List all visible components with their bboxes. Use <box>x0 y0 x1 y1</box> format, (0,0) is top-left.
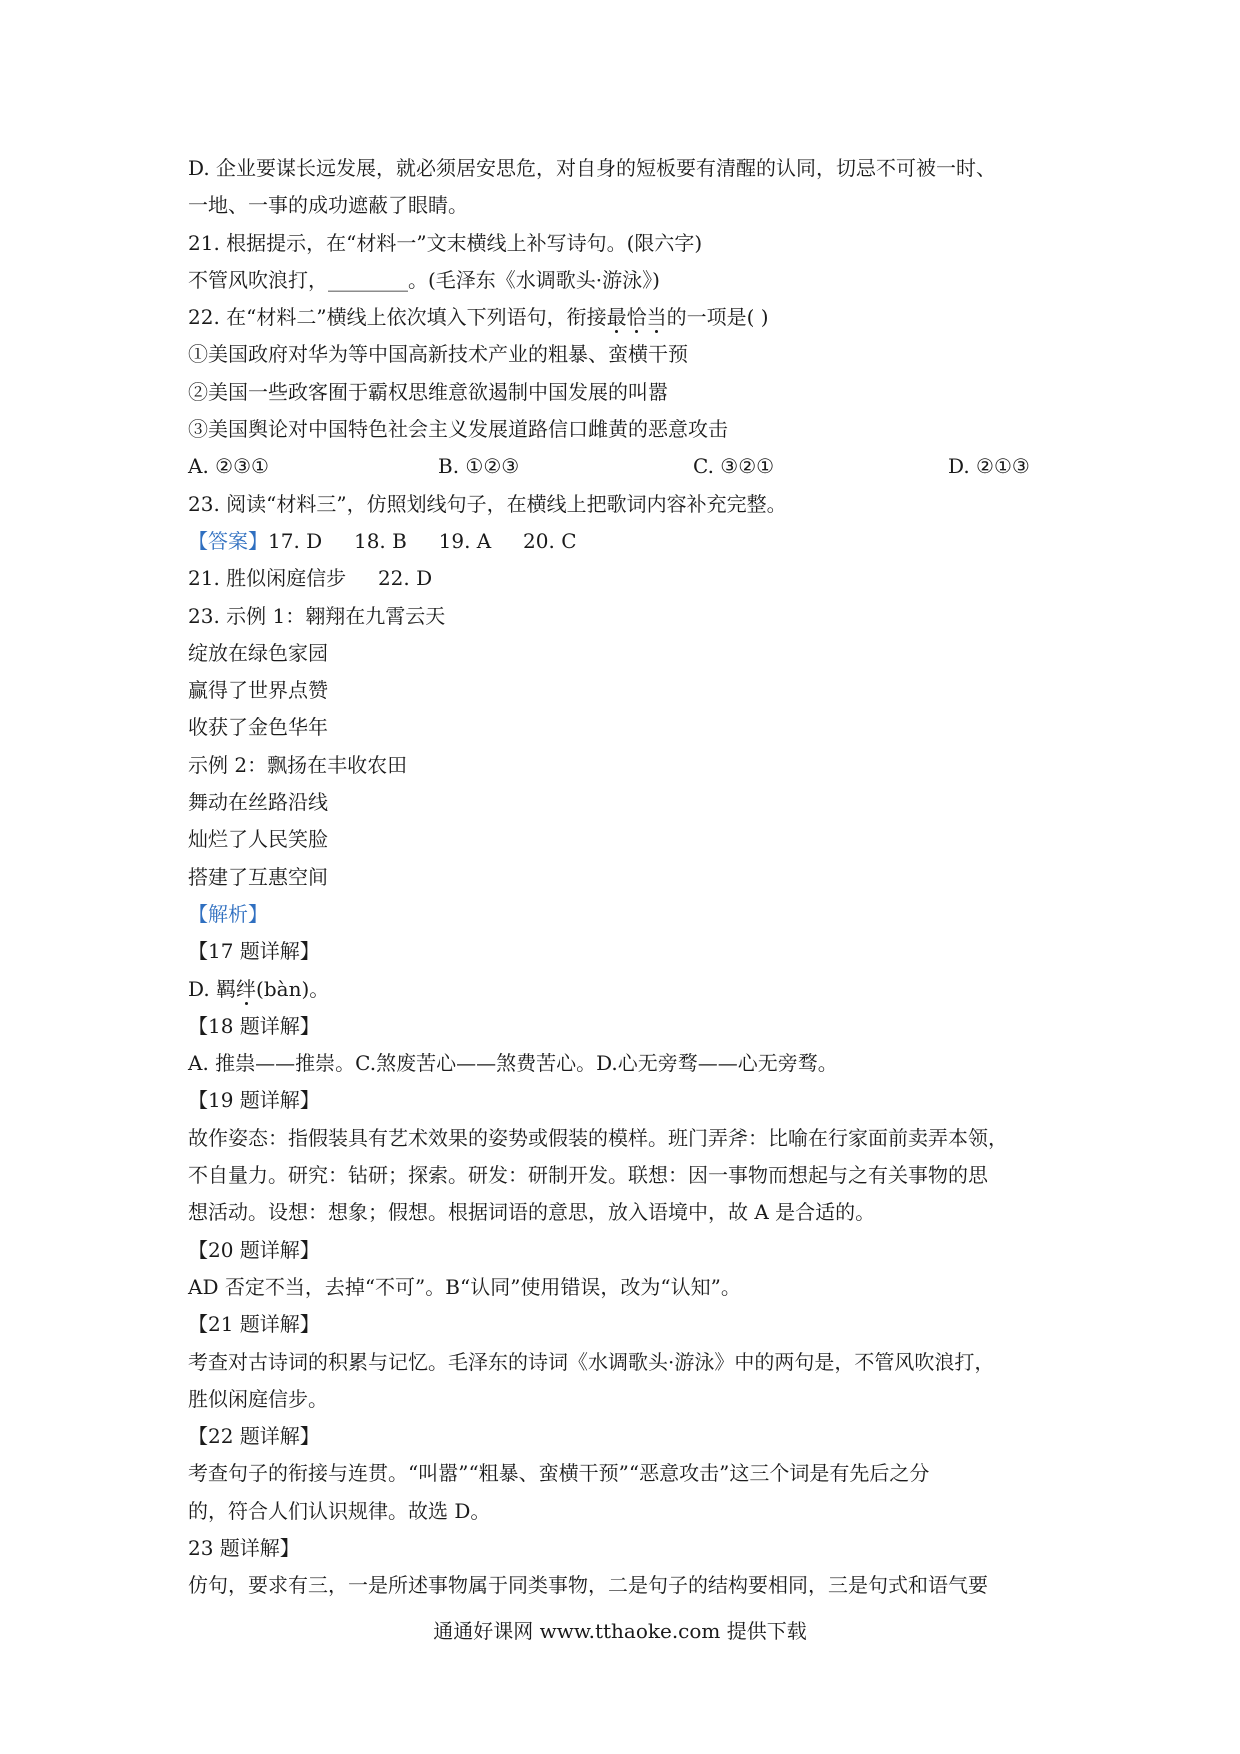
text-line: 仿句，要求有三，一是所述事物属于同类事物，二是句子的结构要相同，三是句式和语气要 <box>188 1573 988 1598</box>
section-heading: 【18 题详解】 <box>188 1013 320 1038</box>
emphasis-dot-char: 当 <box>646 305 667 330</box>
option-c: C. ③②① <box>693 454 775 479</box>
text-line: D. 企业要谋长远发展，就必须居安思危，对自身的短板要有清醒的认同，切忌不可被一时、 <box>188 156 997 180</box>
emphasis-dot-char: 绊 <box>236 976 257 1001</box>
document-body <box>188 150 1058 1605</box>
text-line: 考查对古诗词的积累与记忆。毛泽东的诗词《水调歌头·游泳》中的两句是，不管风吹浪打， <box>188 1349 995 1374</box>
text-line: 收获了金色华年 <box>188 715 328 740</box>
section-heading: 【19 题详解】 <box>188 1088 320 1113</box>
text-part: D. 羁 <box>188 976 237 1001</box>
text-line: 一地、一事的成功遮蔽了眼睛。 <box>188 193 468 218</box>
sentence-1: ①美国政府对华为等中国高新技术产业的粗暴、蛮横干预 <box>188 342 688 367</box>
text-line: 想活动。设想：想象；假想。根据词语的意思，放入语境中，故 A 是合适的。 <box>188 1200 876 1225</box>
text-line: 赢得了世界点赞 <box>188 678 328 703</box>
option-d: D. ②①③ <box>948 454 1030 479</box>
text-line: 舞动在丝路沿线 <box>188 790 328 815</box>
question-22 <box>188 299 1058 336</box>
answer-options <box>188 448 1058 485</box>
text-line: 21. 胜似闲庭信步 22. D <box>188 566 433 591</box>
option-a: A. ②③① <box>188 454 269 479</box>
option-b: B. ①②③ <box>438 454 520 479</box>
text-line: 绽放在绿色家园 <box>188 640 328 665</box>
text-line: 胜似闲庭信步。 <box>188 1386 328 1411</box>
sentence-2: ②美国一些政客囿于霸权思维意欲遏制中国发展的叫嚣 <box>188 379 668 404</box>
answer-line <box>188 523 1058 560</box>
analysis-tag: 【解析】 <box>188 901 268 926</box>
section-heading: 【20 题详解】 <box>188 1237 320 1262</box>
text-line: 灿烂了人民笑脸 <box>188 827 328 852</box>
text-line: 搭建了互惠空间 <box>188 864 328 889</box>
text-line: 考查句子的衔接与连贯。“叫嚣”“粗暴、蛮横干预”“恶意攻击”这三个词是有先后之分 <box>188 1461 930 1486</box>
text-line: A. 推祟——推崇。C.煞废苦心——煞费苦心。D.心无旁骛——心无旁骛。 <box>188 1051 838 1076</box>
sentence-3: ③美国舆论对中国特色社会主义发展道路信口雌黄的恶意攻击 <box>188 417 728 442</box>
text-line: AD 否定不当，去掉“不可”。B“认同”使用错误，改为“认知”。 <box>188 1274 741 1299</box>
text-line: 23. 示例 1：翱翔在九霄云天 <box>188 603 446 628</box>
text-part: (bàn)。 <box>256 976 330 1001</box>
answer-tag: 【答案】 <box>188 528 268 553</box>
text-line: 的，符合人们认识规律。故选 D。 <box>188 1498 491 1523</box>
answer-values: 17. D 18. B 19. A 20. C <box>268 528 577 553</box>
text-line <box>188 971 1058 1008</box>
q22-text-a: 22. 在“材料二”横线上依次填入下列语句，衔接 <box>188 305 607 330</box>
section-heading: 23 题详解】 <box>188 1535 300 1560</box>
section-heading: 【21 题详解】 <box>188 1312 320 1337</box>
section-heading: 【22 题详解】 <box>188 1424 320 1449</box>
emphasis-dot-char: 恰 <box>626 305 647 330</box>
text-line: 故作姿态：指假装具有艺术效果的姿势或假装的模样。班门弄斧：比喻在行家面前卖弄本领， <box>188 1125 1008 1150</box>
question-21-prompt: 不管风吹浪打，________。(毛泽东《水调歌头·游泳》) <box>188 267 660 292</box>
question-23: 23. 阅读“材料三”，仿照划线句子，在横线上把歌词内容补充完整。 <box>188 491 787 516</box>
text-line: 示例 2：飘扬在丰收农田 <box>188 752 408 777</box>
text-line: 不自量力。研究：钻研；探索。研发：研制开发。联想：因一事物而想起与之有关事物的思 <box>188 1163 988 1188</box>
page-footer: 通通好课网 www.tthaoke.com 提供下载 <box>433 1619 807 1643</box>
section-heading: 【17 题详解】 <box>188 939 320 964</box>
question-21: 21. 根据提示，在“材料一”文末横线上补写诗句。(限六字) <box>188 230 703 255</box>
emphasis-dot-char: 最 <box>606 305 627 330</box>
q22-text-b: 的一项是( ) <box>666 305 769 330</box>
